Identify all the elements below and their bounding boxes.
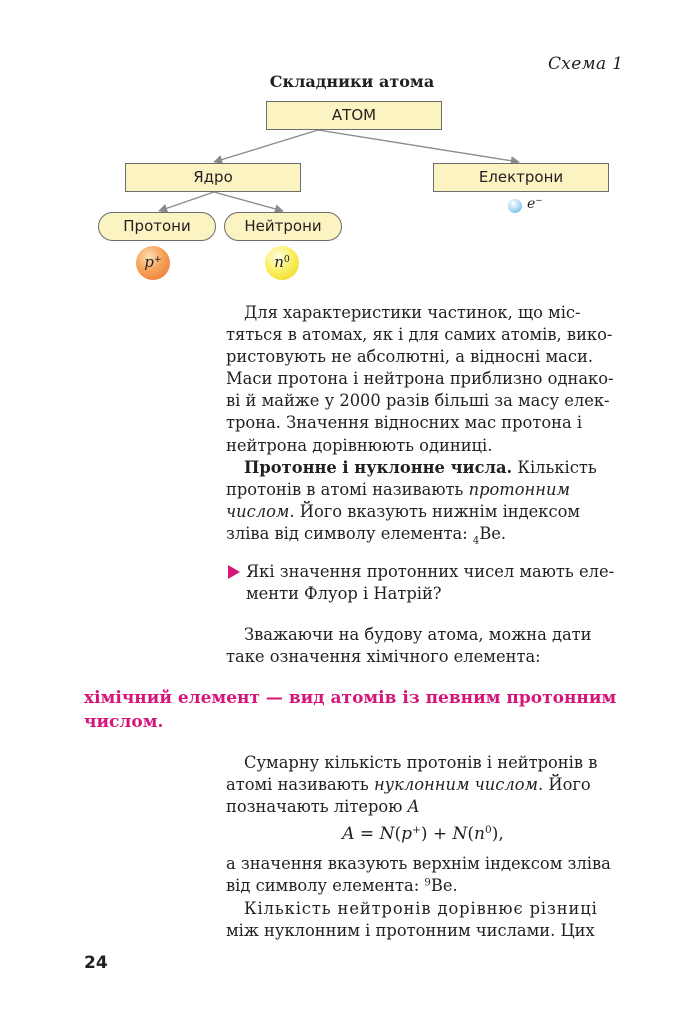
scheme-arrows (0, 0, 692, 300)
scheme-title: Складники атома (269, 72, 435, 91)
text-line: ві й майже у 2000 разів більші за масу елек- (226, 391, 610, 411)
text-line: атомі називають нуклонним числом. Його (226, 775, 591, 795)
atom-box: АТОМ (266, 101, 442, 130)
neutrons-pill: Нейтрони (224, 212, 342, 241)
text-line: Зважаючи на будову атома, можна дати (244, 625, 592, 644)
paragraph-proton-number (226, 457, 620, 553)
text-line: хімічний елемент — вид атомів із певним протонним (84, 688, 617, 708)
text-line: протонів в атомі називають протонним (226, 480, 570, 500)
text-line: Протонне і нуклонне числа. Кількість (244, 458, 597, 477)
text-line: менти Флуор і Натрій? (246, 584, 442, 604)
question-arrow-icon (228, 565, 240, 579)
text-line: ристовують не абсолютні, а відносні маси. (226, 347, 593, 367)
formula: $A = N(p^+) + N(n^0)$, (342, 824, 504, 844)
text-line: від символу елемента: $^9$Be. (226, 876, 458, 896)
arrow-nucleus-neutrons (214, 192, 283, 211)
proton-ball-icon (136, 246, 170, 280)
text-line: Для характеристики частинок, що міс- (244, 303, 581, 322)
arrow-atom-nucleus (214, 130, 318, 162)
paragraph-definition-intro (226, 624, 620, 668)
text-line: Сумарну кількість протонів і нейтронів в (244, 753, 598, 772)
section-heading: Протонне і нуклонне числа. (244, 458, 513, 477)
paragraph-nucleon-number (226, 752, 620, 818)
text-line: таке означення хімічного елемента: (226, 647, 541, 667)
text-line: числом. Його вказують нижнім індексом (226, 502, 581, 522)
protons-pill: Протони (98, 212, 216, 241)
text-line: зліва від символу елемента: $_4$Be. (226, 524, 507, 547)
text-line: позначають літерою A (226, 797, 420, 817)
question (246, 561, 620, 605)
paragraph-superscript (226, 853, 620, 897)
paragraph-masses (226, 302, 620, 457)
neutron-ball-icon (265, 246, 299, 280)
paragraph-neutron-count (226, 898, 620, 942)
scheme-label: Схема 1 (548, 54, 624, 74)
nucleus-box: Ядро (125, 163, 301, 192)
electron-label: e− (527, 196, 543, 212)
text-line: Які значення протонних чисел мають еле- (246, 562, 615, 581)
text-line: нейтрона дорівнюють одиниці. (226, 435, 493, 455)
electron-ball-icon (508, 199, 522, 213)
neutron-symbol: n (274, 253, 284, 271)
proton-symbol: p (144, 253, 154, 271)
definition (84, 686, 622, 734)
text-line: трона. Значення відносних мас протона і (226, 413, 583, 433)
text-line: а значення вказують верхнім індексом зліва (226, 854, 611, 873)
page-number: 24 (84, 953, 108, 973)
text-line: числом. (84, 712, 164, 732)
arrow-atom-electrons (318, 130, 519, 162)
text-line: Кількість нейтронів дорівнює різниці (244, 899, 598, 918)
text-line: тяться в атомах, як і для самих атомів, вико- (226, 325, 613, 345)
text-line: Маси протона і нейтрона приблизно однако- (226, 369, 614, 389)
proton-charge: + (153, 253, 162, 265)
arrow-nucleus-protons (159, 192, 214, 211)
text-line: між нуклонним і протонним числами. Цих (226, 921, 595, 941)
electrons-box: Електрони (433, 163, 609, 192)
neutron-charge: 0 (283, 253, 290, 265)
